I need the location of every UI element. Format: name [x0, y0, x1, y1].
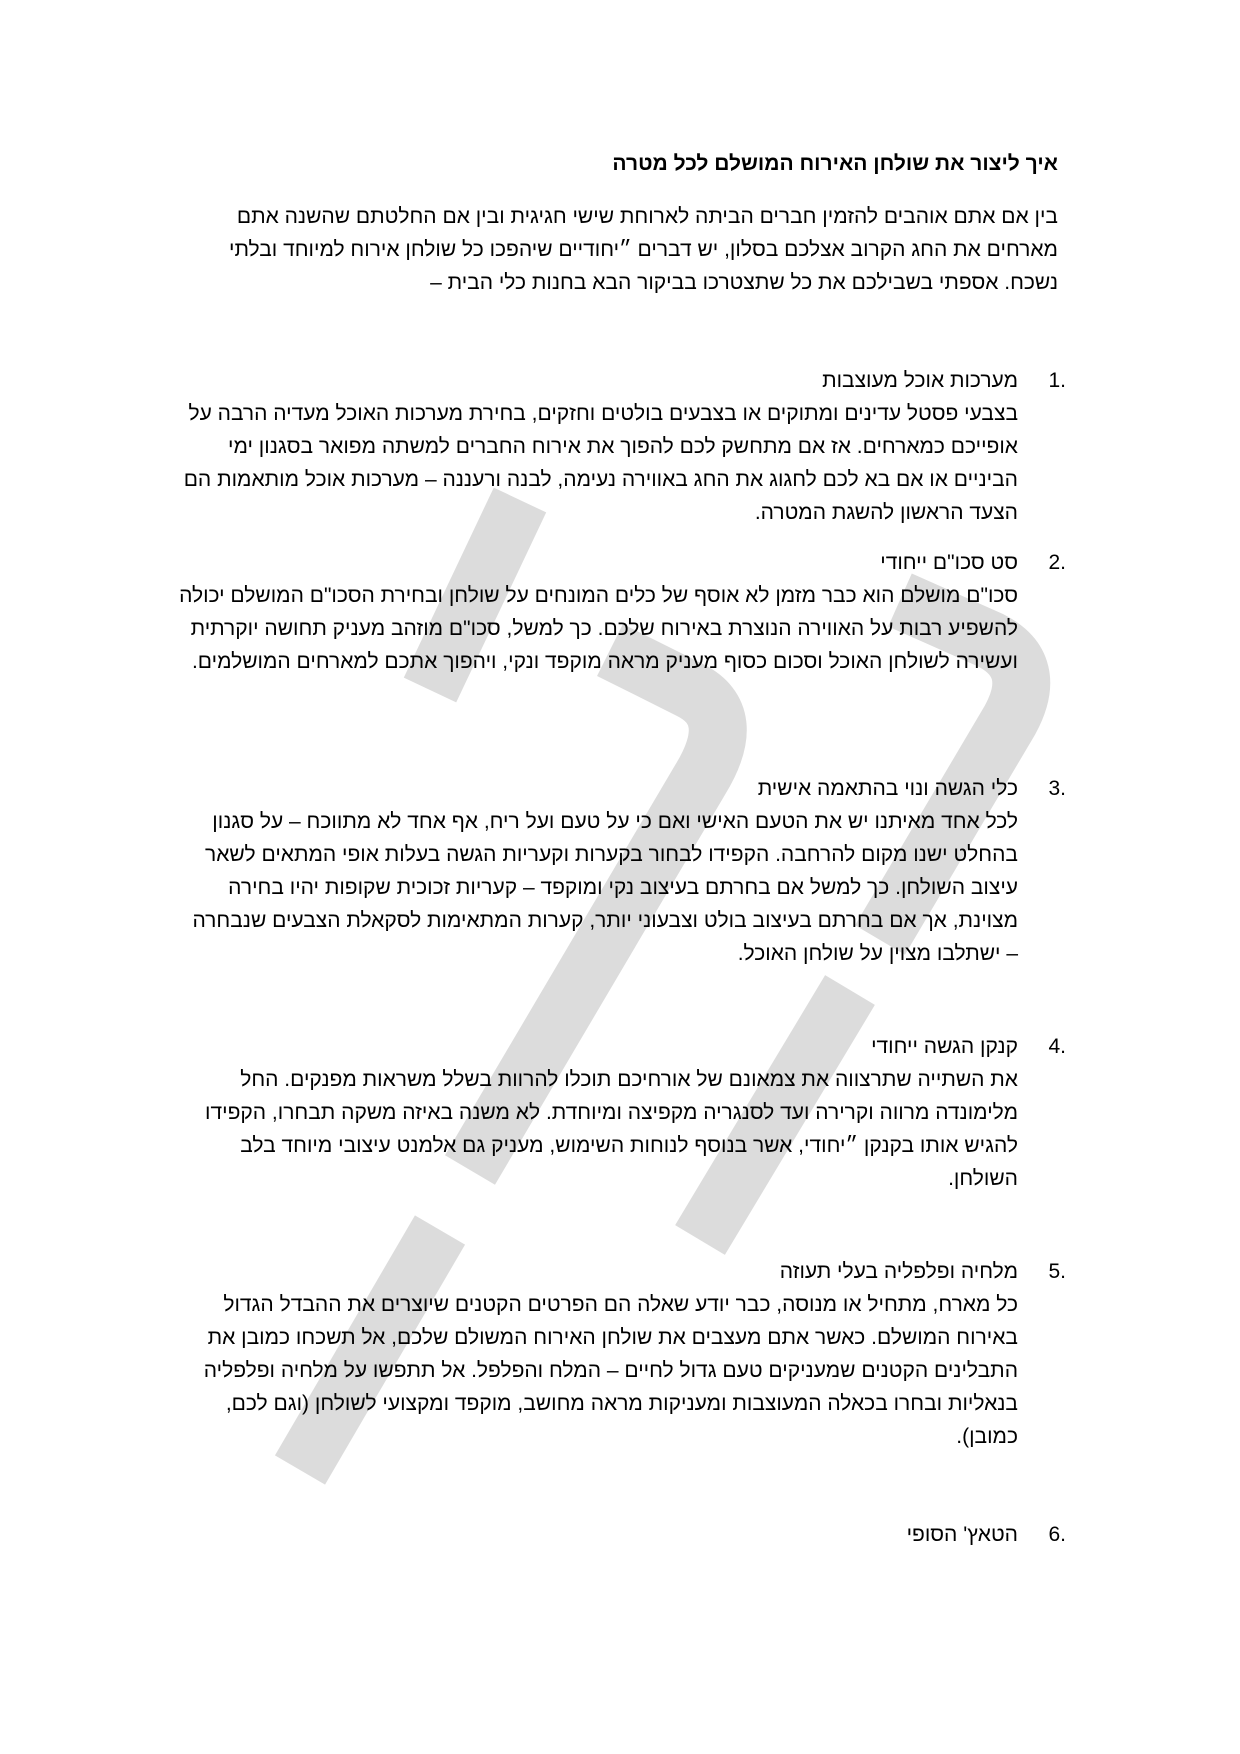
item-body: בצבעי פסטל עדינים ומתוקים או בצבעים בולטים וחזקים, בחירת מערכות האוכל מעדיה הרבה על אופייכם כמארחים. אז אם מתחשק לכם להפוך את אירוח החברים למשתה מפואר בסגנון ימי הביניים או אם בא לכם לחגוג את החג באווירה נעימה, לבנה ורעננה – מערכות אוכל מותאמות הם הצעד הראשון להשגת המטרה.: [183, 402, 1018, 524]
item-heading: סט סכו"ם ייחודי: [880, 551, 1018, 574]
item-number: 4.: [1048, 1035, 1066, 1058]
document-title: איך ליצור את שולחן האירוח המושלם לכל מטרה: [612, 152, 1058, 175]
item-heading: כלי הגשה ונוי בהתאמה אישית: [757, 777, 1018, 800]
item-heading: מלחיה ופלפליה בעלי תעוזה: [779, 1260, 1018, 1283]
item-heading: קנקן הגשה ייחודי: [871, 1035, 1018, 1058]
list-item: [178, 1255, 1066, 1453]
item-body: את השתייה שתרצווה את צמאונם של אורחיכם תוכלו להרוות בשלל משראות מפנקים. החל מלימונדה מרווה וקרירה ועד לסנגריה מקפיצה ומיוחדת. לא משנה באיזה משקה תבחרו, הקפידו להגיש אותו בקנקן ״יחודי, אשר בנוסף לנוחות השימוש, מעניק גם אלמנט עיצובי מיוחד בלב השולחן.: [205, 1068, 1018, 1190]
list-item: [178, 1030, 1066, 1195]
list-item: [178, 1518, 1066, 1551]
item-number: 6.: [1048, 1523, 1066, 1546]
item-body: כל מארח, מתחיל או מנוסה, כבר יודע שאלה הם הפרטים הקטנים שיוצרים את ההבדל הגדול באירוח המושלם. כאשר אתם מעצבים את שולחן האירוח המשולם שלכם, אל תשכחו כמובן את התבלינים הקטנים שמעניקים טעם גדול לחיים – המלח והפלפל. אל תתפשו על מלחיה ופלפליה בנאליות ובחרו בכאלה המעוצבות ומעניקות מראה מחושב, מוקפד ומקצועי לשולחן (וגם לכם, כמובן).: [203, 1293, 1018, 1448]
item-number: 3.: [1048, 777, 1066, 800]
list-item: [178, 546, 1066, 678]
list-item: [178, 364, 1066, 529]
item-body: לכל אחד מאיתנו יש את הטעם האישי ואם כי על טעם ועל ריח, אף אחד לא מתווכח – על סגנון בהחלט ישנו מקום להרחבה. הקפידו לבחור בקערות וקעריות הגשה בעלות אופי המתאים לשאר עיצוב השולחן. כך למשל אם בחרתם בעיצוב נקי ומוקפד – קעריות זכוכית שקופות יהיו בחירה מצוינת, אך אם בחרתם בעיצוב בולט וצבעוני יותר, קערות המתאימות לסקאלת הצבעים שנבחרה – ישתלבו מצוין על שולחן האוכל.: [192, 810, 1018, 965]
intro-paragraph: בין אם אתם אוהבים להזמין חברים הביתה לארוחת שישי חגיגית ובין אם החלטתם שהשנה אתם מארחים את החג הקרוב אצלכם בסלון, יש דברים ״יחודיים שיהפכו כל שולחן אירוח למיוחד ובלתי נשכח. אספתי בשבילכם את כל שתצטרכו בביקור הבא בחנות כלי הבית –: [229, 205, 1058, 294]
item-body: סכו"ם מושלם הוא כבר מזמן לא אוסף של כלים המונחים על שולחן ובחירת הסכו"ם המושלם יכולה להשפיע רבות על האווירה הנוצרת באירוח שלכם. כך למשל, סכו"ם מוזהב מעניק תחושה יוקרתית ועשירה לשולחן האוכל וסכום כסוף מעניק מראה מוקפד ונקי, ויהפוך אתכם למארחים המושלמים.: [179, 584, 1018, 673]
item-number: 2.: [1048, 551, 1066, 574]
item-heading: הטאץ' הסופי: [906, 1523, 1018, 1546]
item-heading: מערכות אוכל מעוצבות: [822, 369, 1018, 392]
item-number: 1.: [1048, 369, 1066, 392]
list-item: [178, 772, 1066, 970]
item-number: 5.: [1048, 1260, 1066, 1283]
